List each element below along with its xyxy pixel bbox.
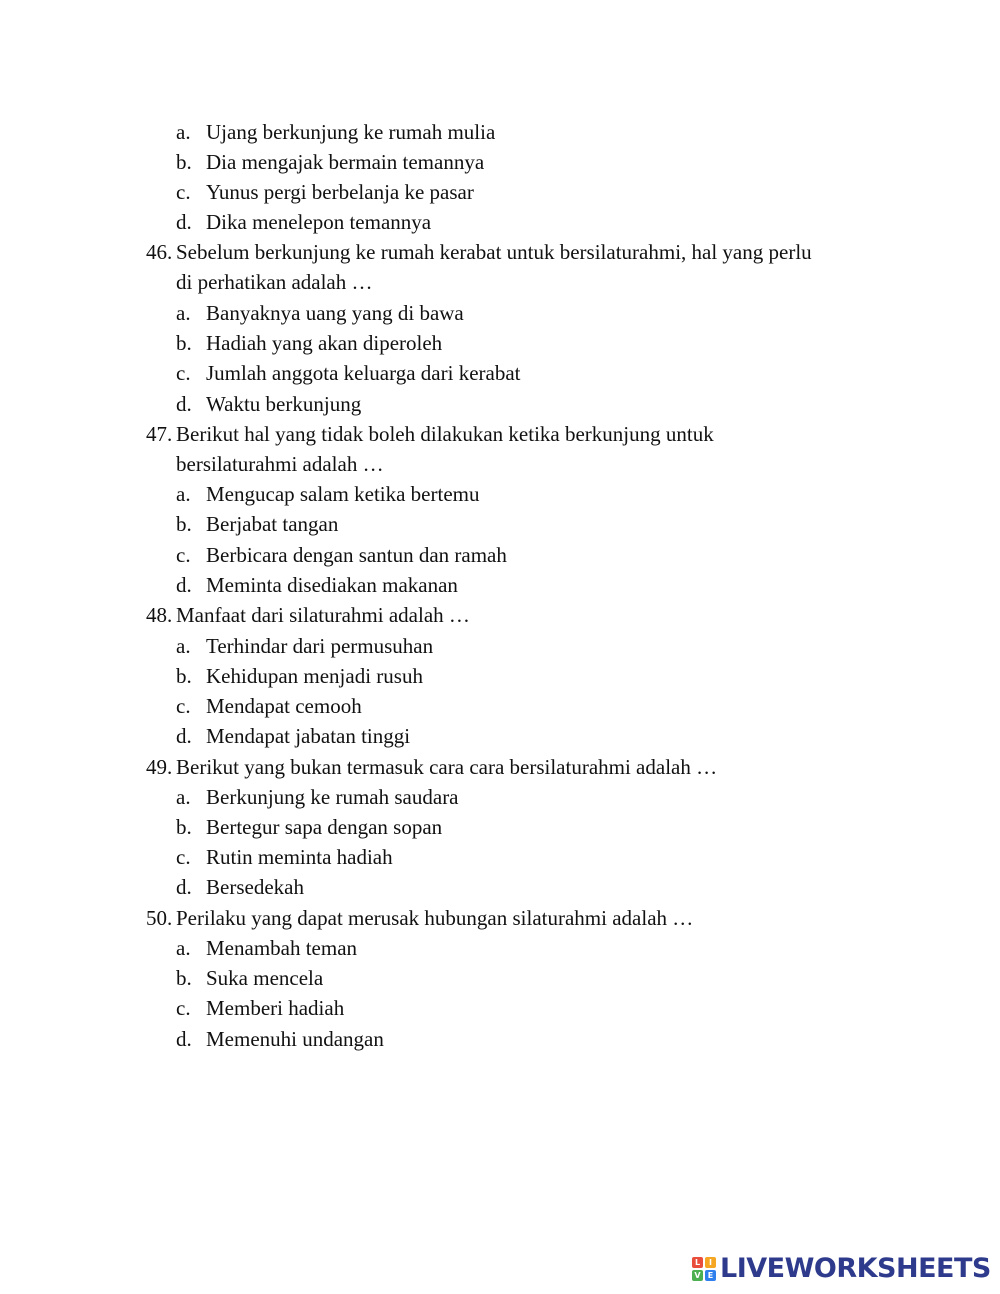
question-number: 47. bbox=[146, 422, 173, 446]
logo-mark-icon bbox=[692, 1257, 716, 1281]
question-number: 48. bbox=[146, 603, 173, 627]
option-letter: c. bbox=[176, 180, 191, 204]
logo-tile: V bbox=[692, 1270, 703, 1281]
option-text: Suka mencela bbox=[206, 966, 324, 990]
option-letter: a. bbox=[176, 301, 191, 325]
question-text: Perilaku yang dapat merusak hubungan silaturahmi adalah … bbox=[176, 906, 694, 930]
option-letter: b. bbox=[176, 815, 192, 839]
liveworksheets-logo[interactable] bbox=[692, 1254, 991, 1284]
option-letter: b. bbox=[176, 966, 192, 990]
option-text: Banyaknya uang yang di bawa bbox=[206, 301, 464, 325]
option-text: Waktu berkunjung bbox=[206, 392, 362, 416]
option-text: Berkunjung ke rumah saudara bbox=[206, 785, 459, 809]
question-number: 46. bbox=[146, 240, 173, 264]
option-text: Memenuhi undangan bbox=[206, 1027, 384, 1051]
option-text: Memberi hadiah bbox=[206, 996, 345, 1020]
option-text: Berbicara dengan santun dan ramah bbox=[206, 543, 507, 567]
option-letter: b. bbox=[176, 150, 192, 174]
option-text: Bertegur sapa dengan sopan bbox=[206, 815, 443, 839]
option-letter: a. bbox=[176, 634, 191, 658]
option-text: Mendapat jabatan tinggi bbox=[206, 724, 411, 748]
option-letter: a. bbox=[176, 482, 191, 506]
question-text: Berikut hal yang tidak boleh dilakukan ketika berkunjung untuk bbox=[176, 422, 714, 446]
question-number: 50. bbox=[146, 906, 173, 930]
logo-tile: I bbox=[705, 1257, 716, 1268]
option-letter: a. bbox=[176, 936, 191, 960]
option-letter: d. bbox=[176, 392, 192, 416]
option-letter: c. bbox=[176, 543, 191, 567]
option-letter: d. bbox=[176, 210, 192, 234]
option-letter: d. bbox=[176, 1027, 192, 1051]
question-text: bersilaturahmi adalah … bbox=[176, 452, 384, 476]
option-text: Berjabat tangan bbox=[206, 512, 339, 536]
logo-tile: E bbox=[705, 1270, 716, 1281]
option-text: Dia mengajak bermain temannya bbox=[206, 150, 485, 174]
option-letter: d. bbox=[176, 724, 192, 748]
option-text: Mengucap salam ketika bertemu bbox=[206, 482, 480, 506]
option-letter: c. bbox=[176, 361, 191, 385]
option-text: Hadiah yang akan diperoleh bbox=[206, 331, 443, 355]
option-letter: b. bbox=[176, 512, 192, 536]
option-letter: c. bbox=[176, 694, 191, 718]
option-letter: b. bbox=[176, 331, 192, 355]
option-text: Dika menelepon temannya bbox=[206, 210, 432, 234]
option-letter: c. bbox=[176, 845, 191, 869]
option-text: Yunus pergi berbelanja ke pasar bbox=[206, 180, 474, 204]
option-letter: d. bbox=[176, 573, 192, 597]
option-text: Jumlah anggota keluarga dari kerabat bbox=[206, 361, 521, 385]
option-letter: d. bbox=[176, 875, 192, 899]
logo-text: LIVEWORKSHEETS bbox=[720, 1253, 991, 1284]
question-text: Sebelum berkunjung ke rumah kerabat untuk bersilaturahmi, hal yang perlu bbox=[176, 240, 812, 264]
option-letter: b. bbox=[176, 664, 192, 688]
option-text: Rutin meminta hadiah bbox=[206, 845, 393, 869]
question-text: Berikut yang bukan termasuk cara cara bersilaturahmi adalah … bbox=[176, 755, 718, 779]
question-text: Manfaat dari silaturahmi adalah … bbox=[176, 603, 470, 627]
question-number: 49. bbox=[146, 755, 173, 779]
option-text: Menambah teman bbox=[206, 936, 358, 960]
option-text: Bersedekah bbox=[206, 875, 304, 899]
option-text: Terhindar dari permusuhan bbox=[206, 634, 434, 658]
option-letter: a. bbox=[176, 120, 191, 144]
option-text: Meminta disediakan makanan bbox=[206, 573, 458, 597]
option-letter: c. bbox=[176, 996, 191, 1020]
option-text: Ujang berkunjung ke rumah mulia bbox=[206, 120, 496, 144]
option-text: Kehidupan menjadi rusuh bbox=[206, 664, 423, 688]
logo-tile: L bbox=[692, 1257, 703, 1268]
question-text: di perhatikan adalah … bbox=[176, 270, 373, 294]
option-text: Mendapat cemooh bbox=[206, 694, 362, 718]
option-letter: a. bbox=[176, 785, 191, 809]
